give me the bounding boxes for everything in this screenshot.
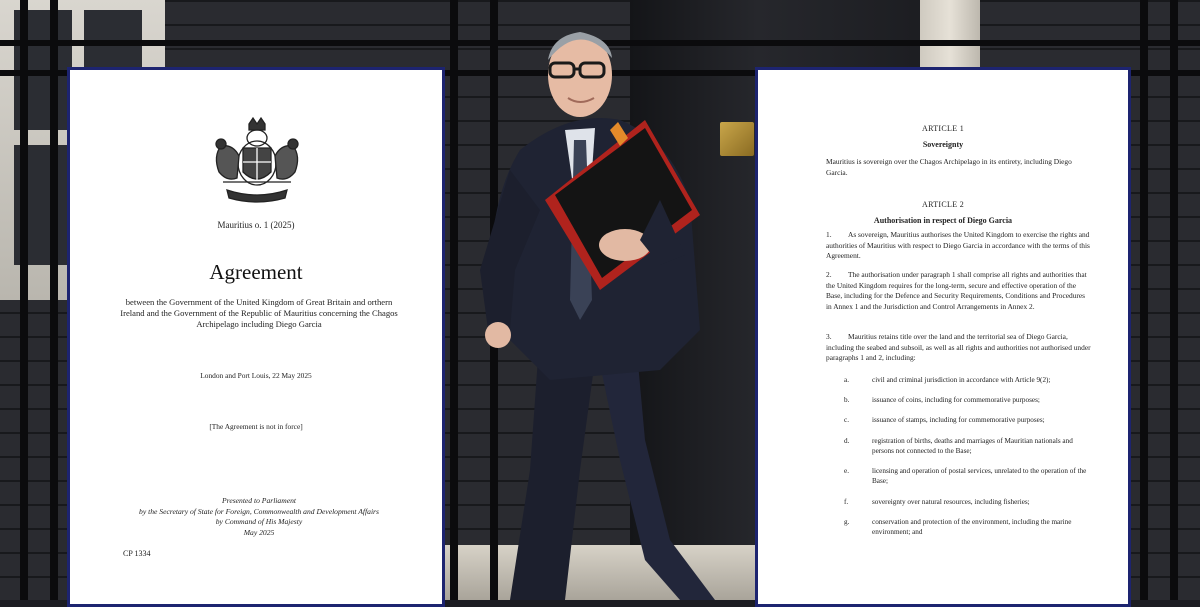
- railing-post: [1170, 0, 1178, 600]
- paragraph-text: The authorisation under paragraph 1 shall comprise all rights and authorities that the United Kingdom requires for the long-term, secure and effective operation of the Base, including for the Defence and Security Requirements, Conditions and Procedures in Annex 1 and the Jurisdiction and Control Arrangements in Annex 2.: [826, 270, 1087, 311]
- paragraph: [826, 270, 1091, 312]
- paragraph-text: Mauritius retains title over the land and the territorial sea of Diego Garcia, including the seabed and subsoil, as well as all rights and authorities not authorised under paragraphs 1 and 2, including:: [826, 332, 1091, 363]
- place-and-date: London and Port Louis, 22 May 2025: [200, 371, 312, 380]
- presented-line: Presented to Parliament: [222, 496, 296, 505]
- document-articles-page: [755, 67, 1131, 607]
- paragraph: [826, 230, 1091, 262]
- paragraph-number: 3.: [826, 332, 832, 341]
- article-2-name: Authorisation in respect of Diego Garcia: [873, 216, 1013, 225]
- document-cover-page: [67, 67, 445, 607]
- list-item-text: civil and criminal jurisdiction in accordance with Article 9(2);: [872, 376, 1051, 384]
- list-item-letter: g.: [844, 518, 850, 526]
- presented-line: May 2025: [243, 527, 275, 537]
- list-item-text: conservation and protection of the environment, including the marine environment; and: [872, 518, 1072, 537]
- list-item-letter: a.: [844, 376, 849, 384]
- list-item-text: issuance of coins, including for commemorative purposes;: [872, 396, 1040, 404]
- list-item-letter: f.: [844, 498, 849, 506]
- list-item-letter: c.: [844, 416, 849, 424]
- presented-to-parliament-block: [110, 496, 408, 538]
- command-series-number: Mauritius o. 1 (2025): [217, 220, 295, 230]
- railing-post: [50, 0, 58, 600]
- railing-post: [1140, 0, 1148, 600]
- man-walking-figure: [470, 0, 730, 600]
- presented-line: by the Secretary of State for Foreign, Commonwealth and Development Affairs: [139, 506, 379, 516]
- list-item-letter: b.: [844, 396, 850, 404]
- list-item-text: registration of births, deaths and marriages of Mauritian nationals and persons not connected to the Base;: [872, 437, 1073, 456]
- article-1-heading: ARTICLE 1: [922, 124, 964, 133]
- paragraph: [826, 332, 1091, 364]
- paragraph-number: 2.: [826, 270, 832, 279]
- list-item-letter: e.: [844, 467, 849, 475]
- article-1-name: Sovereignty: [922, 140, 964, 149]
- royal-coat-of-arms-icon: [209, 116, 305, 208]
- article-2-heading: ARTICLE 2: [922, 200, 964, 209]
- list-item-text: issuance of stamps, including for commemorative purposes;: [872, 416, 1045, 424]
- command-paper-number: CP 1334: [123, 549, 151, 558]
- document-title: Agreement: [209, 260, 303, 284]
- paragraph-number: 1.: [826, 230, 832, 239]
- railing-post: [450, 0, 458, 600]
- list-item-text: licensing and operation of postal services, unrelated to the operation of the Base;: [872, 467, 1087, 486]
- presented-line: by Command of His Majesty: [215, 517, 303, 526]
- article-1-text: Mauritius is sovereign over the Chagos Archipelago in its entirety, including Diego Garcia.: [826, 157, 1072, 177]
- document-subtitle: between the Government of the United Kingdom of Great Britain and orthern Ireland and the Government of the Republic of Mauritius concerning the Chagos Archipelago including Diego Garcia: [120, 297, 398, 329]
- list-item-text: sovereignty over natural resources, including fisheries;: [872, 498, 1030, 506]
- railing-post: [20, 0, 28, 600]
- list-item-letter: d.: [844, 437, 850, 445]
- status-note: [The Agreement is not in force]: [209, 422, 303, 431]
- paragraph-text: As sovereign, Mauritius authorises the United Kingdom to exercise the rights and authorities of Mauritius with respect to Diego Garcia in accordance with the terms of this Agreement.: [826, 230, 1090, 261]
